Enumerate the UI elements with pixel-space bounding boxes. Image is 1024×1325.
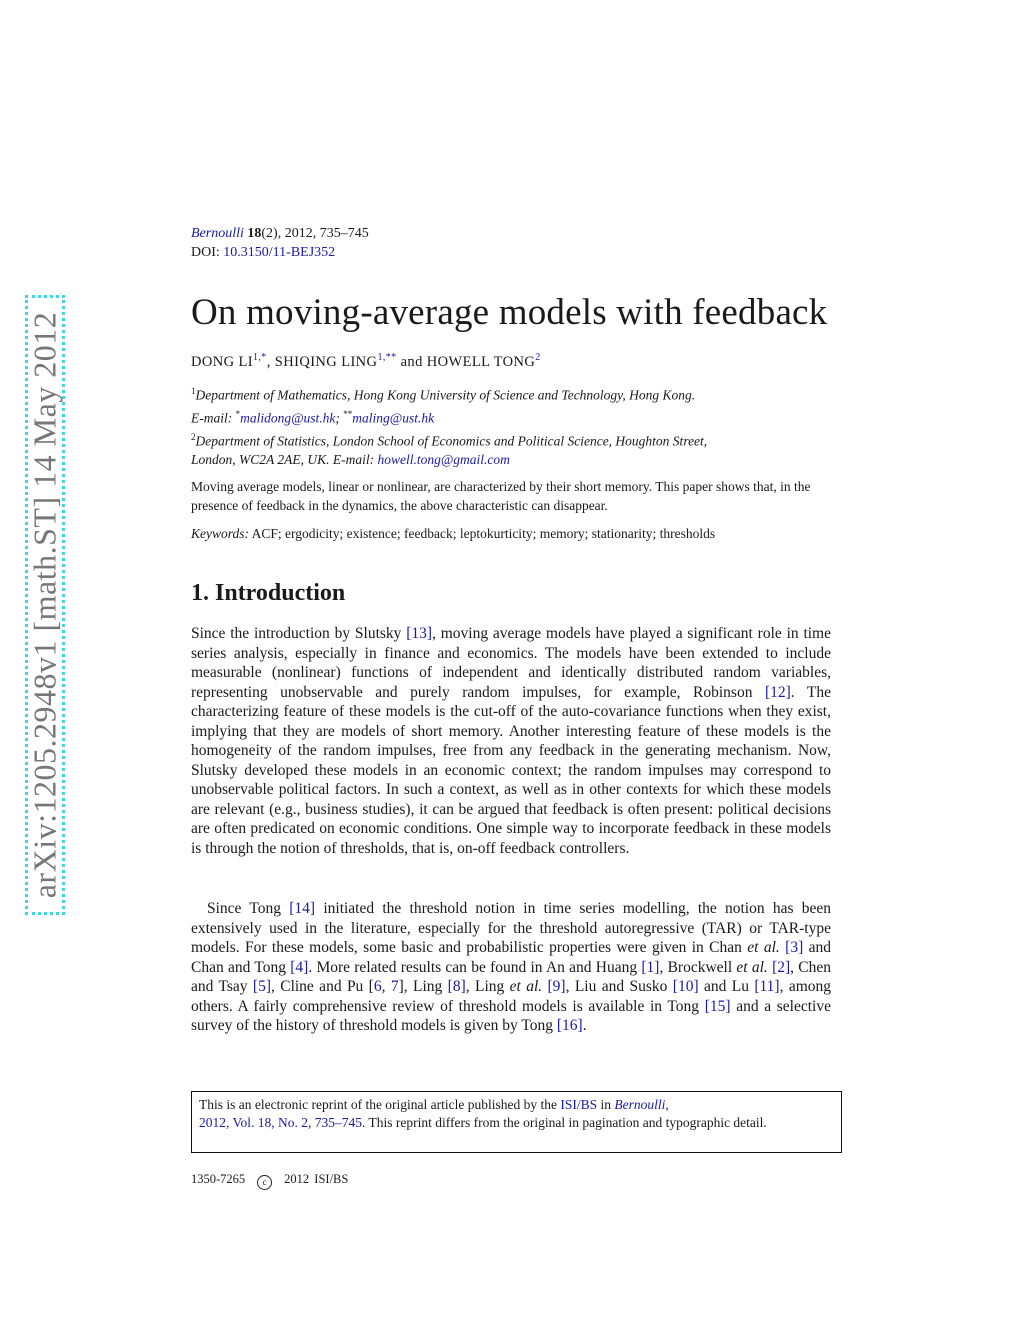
text-run: Since Tong <box>207 900 290 917</box>
keywords-label: Keywords: <box>191 526 249 541</box>
text-run: Since the introduction by Slutsky <box>191 625 407 642</box>
citation-link[interactable]: 6 <box>373 978 382 995</box>
citation-link[interactable]: [14] <box>289 900 316 917</box>
keywords <box>191 525 836 544</box>
text-run: initiated the threshold notion in time series modelling, the notion has been extensively used in the literature, especially for the threshold autoregressive (TAR) or TAR-type models. For these models, some basic and probabilistic properties were given in Chan <box>191 900 832 956</box>
affil-number: 2 <box>191 432 196 442</box>
email-label: E-mail: <box>332 452 375 467</box>
text-run: and a selective survey of the history of threshold models is given by Tong <box>191 997 831 1034</box>
citation-link[interactable]: [2] <box>772 958 791 976</box>
page-footer <box>191 1172 348 1190</box>
text-run: ], Ling <box>398 978 448 995</box>
citation-link[interactable]: [15] <box>704 997 731 1015</box>
text-run: and Lu <box>698 978 755 995</box>
author-name: DONG LI <box>191 353 253 370</box>
citation-link[interactable]: [8] <box>447 978 466 995</box>
journal-volume: 18 <box>247 226 262 241</box>
issn: 1350-7265 <box>191 1172 246 1186</box>
author-name: SHIQING LING <box>274 353 378 370</box>
affiliations: $^1$Department of Mathematics, Hong Kong University of Science and Technology, Hong Kong. E-mail: *malidong@ust.hk; **maling@ust.hk $^2$Department of Statistics, London School of Economics and Political Science, Houghton Street, London, WC2A 2AE, UK. E-mail: howell.tong@gmail.com <box>191 386 708 467</box>
isi-bs-link[interactable]: ISI/BS <box>560 1097 598 1112</box>
doi-link[interactable]: 10.3150/11-BEJ352 <box>223 245 336 260</box>
email-marker: * <box>235 409 241 419</box>
citation-link[interactable]: [1] <box>641 958 660 976</box>
text-run: and Chan and Tong <box>191 939 831 976</box>
email-link-tong[interactable]: howell.tong@gmail.com <box>377 452 510 467</box>
email-marker: ** <box>343 409 353 419</box>
author-affil-mark[interactable]: 2 <box>535 352 541 363</box>
copyright-icon: c <box>257 1175 272 1190</box>
citation-link[interactable]: [11] <box>754 978 780 995</box>
email-link-li[interactable]: malidong@ust.hk <box>240 410 336 426</box>
reprint-volume-link[interactable]: 2012, Vol. 18, No. 2, 735–745 <box>199 1115 363 1130</box>
text-run: , moving average models have played a significant role in time series analysis, especially in finance and economics. The models have been extended to include measurable (nonlinear) functions of independent and identically distributed random variables, representing unobservable and purely random impulses, for example, Robinson <box>191 625 831 701</box>
email-label: E-mail: <box>191 410 233 426</box>
citation-link[interactable]: [16] <box>556 1017 583 1034</box>
intro-paragraph-1 <box>191 624 831 858</box>
citation-link[interactable]: [9] <box>547 978 566 995</box>
text-run: . <box>582 1017 587 1034</box>
author-affil-mark[interactable]: 1,** <box>377 352 397 363</box>
text-run: , Chen and Tsay <box>191 958 831 995</box>
et-al: et al. <box>509 978 543 995</box>
affil-dept-2-address: London, WC2A 2AE, UK. <box>191 452 330 467</box>
citation-link[interactable]: [5] <box>252 978 271 995</box>
et-al: et al. <box>747 939 780 956</box>
text-run: , Liu and Susko <box>565 978 673 995</box>
citation-link[interactable]: [12] <box>764 683 791 701</box>
text-run: . This reprint differs from the original in pagination and typographic detail. <box>362 1115 767 1130</box>
section-heading-introduction: 1. Introduction <box>191 580 346 606</box>
affil-dept-2: Department of Statistics, London School of Economics and Political Science, Houghton Street, <box>195 433 708 449</box>
citation-link[interactable]: [3] <box>785 939 804 956</box>
author-name: HOWELL TONG <box>426 353 536 370</box>
reprint-notice-box <box>191 1091 842 1153</box>
copyright-holder: 2012 ISI/BS <box>284 1172 349 1186</box>
citation-link[interactable]: [4] <box>290 958 309 976</box>
email-link-ling[interactable]: maling@ust.hk <box>352 410 435 426</box>
journal-issue-year-pages: (2), 2012, 735–745 <box>261 226 369 241</box>
text-run: . The characterizing feature of these models is the cut-off of the auto-covariance functions when they exist, implying that they are models of short memory. Another interesting feature of these models is the homogeneity of the random impulses, free from any feedback in the generating mechanism. Now, Slutsky developed these models in an economic context; the random impulses may correspond to unobservable political factors. In such a context, as well as in other contexts for which these models are relevant (e.g., business studies), it can be argued that feedback is often present: political decisions are often predicated on economic conditions. One simple way to incorporate feedback in these models is through the notion of thresholds, that is, on-off feedback controllers. <box>191 683 831 857</box>
journal-citation <box>191 224 369 262</box>
citation-link[interactable]: [13] <box>406 625 433 642</box>
author-list: DONG $LI^{1,*}$, SHIQING $LING^{1,**}$ and HOWELL TONG$^2$ <box>191 352 541 370</box>
keywords-text: ACF; ergodicity; existence; feedback; leptokurticity; memory; stationarity; thresholds <box>251 526 716 541</box>
text-run: This is an electronic reprint of the original article published by the <box>199 1097 561 1112</box>
author-conjunction: and <box>400 353 423 370</box>
paper-title: On moving-average models with feedback <box>191 292 828 333</box>
text-run: . More related results can be found in An and Huang <box>308 958 642 976</box>
affil-number: 1 <box>191 386 196 396</box>
text-run: , Brockwell <box>659 958 737 976</box>
citation-link[interactable]: [10] <box>672 978 699 995</box>
text-run: , Cline and Pu [ <box>270 978 374 995</box>
citation-link[interactable]: 7 <box>390 978 399 995</box>
author-affil-mark[interactable]: 1,* <box>253 352 267 363</box>
text-run: , among others. A fairly comprehensive review of threshold models is available in Tong <box>191 978 832 1015</box>
text-run: , Ling <box>465 978 510 995</box>
doi-label: DOI: <box>191 245 220 260</box>
journal-name-link[interactable]: Bernoulli <box>191 226 244 241</box>
et-al: et al. <box>736 958 768 976</box>
text-run: , <box>665 1097 669 1112</box>
affil-dept-1: Department of Mathematics, Hong Kong University of Science and Technology, Hong Kong. <box>195 387 696 403</box>
reprint-journal-link[interactable]: Bernoulli <box>614 1097 666 1112</box>
text-run: in <box>597 1097 615 1112</box>
arxiv-side-stamp: arXiv:1205.2948v1 [math.ST] 14 May 2012 <box>26 311 63 899</box>
abstract: Moving average models, linear or nonlinear, are characterized by their short memory. This paper shows that, in the presence of feedback in the dynamics, the above characteristic can disappear. <box>191 479 811 513</box>
intro-paragraph-2 <box>191 899 831 1036</box>
text-run: , <box>381 978 391 995</box>
